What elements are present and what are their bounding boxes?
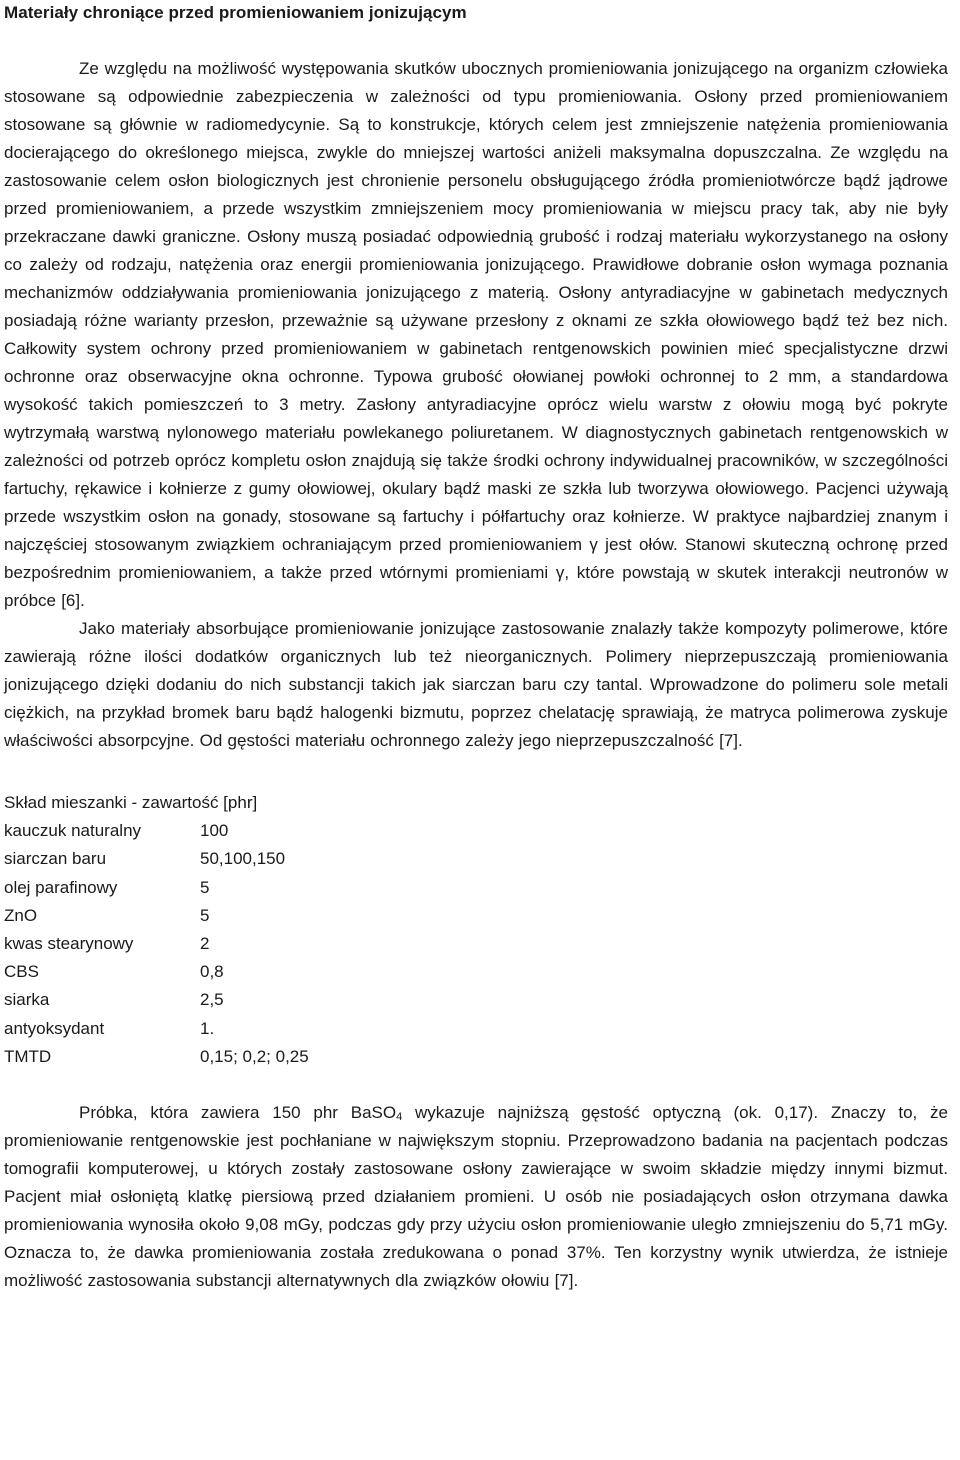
- mixture-component: CBS: [4, 962, 39, 982]
- mixture-amount: 2: [200, 933, 210, 953]
- mixture-row: [4, 874, 948, 902]
- mixture-component: antyoksydant: [4, 1018, 105, 1038]
- mixture-component: olej parafinowy: [4, 877, 118, 897]
- paragraph-bismuth-shield-results: [4, 1099, 948, 1295]
- mixture-amount: 5: [200, 877, 210, 897]
- barium-sulfate-formula: [351, 1103, 402, 1122]
- mixture-row: [4, 958, 948, 986]
- mixture-amount: 1.: [200, 1018, 215, 1038]
- mixture-amount: 50,100,150: [200, 849, 286, 869]
- mixture-component: TMTD: [4, 1046, 52, 1066]
- document-title: Materiały chroniące przed promieniowaniem jonizującym: [4, 3, 467, 22]
- mixture-amount: 5: [200, 905, 210, 925]
- paragraph-polymer-composites: Jako materiały absorbujące promieniowanie jonizujące zastosowanie znalazły także kompozyty polimerowe, które zawierają różne ilości dodatków organicznych lub też nieorganicznych. Polimery nieprzepuszczają promieniowania jonizującego dzięki dodaniu do nich substancji takich jak siarczan baru czy tantal. Wprowadzone do polimeru sole metali ciężkich, na przykład bromek baru bądź halogenki bizmutu, poprzez chelatację sprawiają, że matryca polimerowa zyskuje właściwości absorpcyjne. Od gęstości materiału ochronnego zależy jego nieprzepuszczalność [7].: [4, 619, 948, 750]
- mixture-row: [4, 986, 948, 1014]
- mixture-amount: 0,8: [200, 962, 224, 982]
- paragraph-radiation-shields: Ze względu na możliwość występowania skutków ubocznych promieniowania jonizującego na organizm człowieka stosowane są odpowiednie zabezpieczenia w zależności od typu promieniowania. Osłony przed promieniowaniem stosowane są głównie w radiomedycynie. Są to konstrukcje, których celem jest zmniejszenie natężenia promieniowania docierającego do określonego miejsca, zwykle do mniejszej wartości aniżeli maksymalna dopuszczalna. Ze względu na zastosowanie celem osłon biologicznych jest chronienie personelu obsługującego źródła promieniotwórcze bądź jądrowe przed promieniowaniem, a przede wszystkim zmniejszeniem mocy promieniowania w miejscu pracy tak, aby nie były przekraczane dawki graniczne. Osłony muszą posiadać odpowiednią grubość i rodzaj materiału wykorzystanego na osłony co zależy od rodzaju, natężenia oraz energii promieniowania jonizującego. Prawidłowe dobranie osłon wymaga poznania mechanizmów oddziaływania promieniowania jonizującego z materią. Osłony antyradiacyjne w gabinetach medycznych posiadają różne warianty przesłon, przeważnie są używane przesłony z oknami ze szkła ołowiowego bądź też bez nich. Całkowity system ochrony przed promieniowaniem w gabinetach rentgenowskich powinien mieć specjalistyczne drzwi ochronne oraz obserwacyjne okna ochronne. Typowa grubość ołowianej powłoki ochronnej to 2 mm, a standardowa wysokość takich pomieszczeń to 3 metry. Zasłony antyradiacyjne oprócz wielu warstw z ołowiu mogą być pokryte wytrzymałą warstwą nylonowego materiału powlekanego poliuretanem. W diagnostycznych gabinetach rentgenowskich w zależności od potrzeb oprócz kompletu osłon znajdują się także środki ochrony indywidualnej pracowników, w szczególności fartuchy, rękawice i kołnierze z gumy ołowiowej, okulary bądź maski ze szkła lub tworzywa ołowiowego. Pacjenci używają przede wszystkim osłon na gonady, stosowane są fartuchy i półfartuchy oraz kołnierze. W praktyce najbardziej znanym i najczęściej stosowanym związkiem ochraniającym przed promieniowaniem γ jest ołów. Stanowi skuteczną ochronę przed bezpośrednim promieniowaniem, a także przed wtórnymi promieniami γ, które powstają w skutek interakcji neutronów w próbce [6].: [4, 59, 948, 610]
- mixture-amount: 0,15; 0,2; 0,25: [200, 1046, 309, 1066]
- mixture-row: [4, 1043, 948, 1071]
- mixture-row: [4, 902, 948, 930]
- formula-subscript: 4: [396, 1110, 403, 1123]
- mixture-component: siarczan baru: [4, 849, 107, 869]
- mixture-amount: 2,5: [200, 990, 224, 1010]
- formula-base: BaSO: [350, 1102, 397, 1122]
- mixture-composition: [4, 789, 948, 1071]
- mixture-component: kwas stearynowy: [4, 933, 134, 953]
- mixture-row: [4, 817, 948, 845]
- mixture-row: [4, 930, 948, 958]
- mixture-row: [4, 845, 948, 873]
- mixture-row: [4, 1015, 948, 1043]
- mixture-component: ZnO: [4, 905, 38, 925]
- mixture-component: siarka: [4, 990, 50, 1010]
- mixture-header: Skład mieszanki - zawartość [phr]: [4, 793, 258, 812]
- paragraph-text-end: wykazuje najniższą gęstość optyczną (ok. 0,17). Znaczy to, że promieniowanie rentgenowskie jest pochłaniane w największym stopniu. Przeprowadzono badania na pacjentach podczas tomografii komputerowej, u których zostały zastosowane osłony zawierające w swoim składzie między innymi bizmut. Pacjent miał osłoniętą klatkę piersiową przed działaniem promieni. U osób nie posiadających osłon otrzymana dawka promieniowania wynosiła około 9,08 mGy, podczas gdy przy użyciu osłon promieniowanie uległo zmniejszeniu do 5,71 mGy. Oznacza to, że dawka promieniowania została zredukowana o ponad 37%. Ten korzystny wynik utwierdza, że istnieje możliwość zastosowania substancji alternatywnych dla związków ołowiu [7].: [4, 1102, 948, 1290]
- mixture-component: kauczuk naturalny: [4, 821, 142, 841]
- mixture-amount: 100: [200, 821, 229, 841]
- paragraph-text-start: Próbka, która zawiera 150 phr: [79, 1102, 351, 1122]
